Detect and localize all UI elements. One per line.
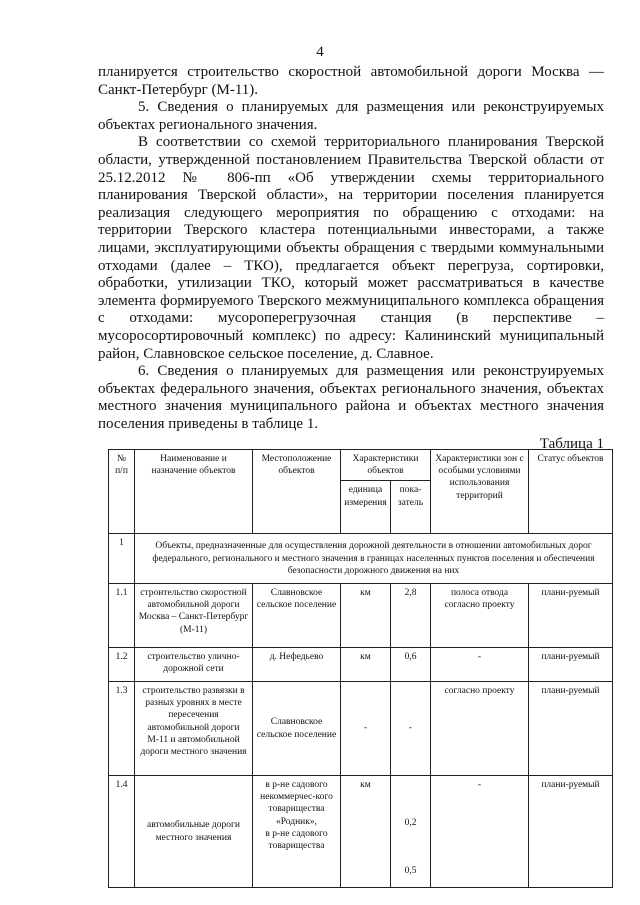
paragraph-section-6: 6. Сведения о планируемых для размещения или реконструируемых объектах федерального значения, объектах регионального значения, объектах местного значения муниципального района и объектах местного значения поселения приведены в таблице 1.: [98, 363, 604, 432]
row-status: плани-руемый: [529, 776, 613, 888]
table-header-row: [109, 450, 613, 481]
row-status: плани-руемый: [529, 584, 613, 648]
table-section-row: [109, 534, 613, 584]
row-status: плани-руемый: [529, 648, 613, 682]
paragraph-territorial-planning: В соответствии со схемой территориального планирования Тверской области, утвержденной постановлением Правительства Тверской области от 25.12.2012 № 806-пп «Об утверждении схемы территориального планирования Тверской области», на территории поселения планируется реализация следующего мероприятия по обращению с отходами: на территории Тверского кластера потенциальными инвесторами, а также лицами, эксплуатирующими объекты обращения с твердыми коммунальными отходами (далее – ТКО), предлагается объект перегруза, сортировки, обработки, утилизации ТКО, который может рассматриваться в качестве элемента формируемого Тверского межмуниципального комплекса обращения с отходами: мусороперегрузочная станция (в перспективе – мусоросортировочный комплекс) по адресу: Калининский муниципальный район, Славновское сельское поселение, д. Славное.: [98, 134, 604, 362]
row-location: Славновское сельское поселение: [253, 584, 341, 648]
header-location: Местоположение объектов: [253, 450, 341, 534]
objects-table: [108, 449, 613, 888]
row-zone: согласно проекту: [431, 682, 529, 776]
row-value: -: [391, 682, 431, 776]
row-value-part: 0,5: [404, 866, 417, 877]
table-row: [109, 584, 613, 648]
row-num: 1.3: [109, 682, 135, 776]
row-name: строительство развязки в разных уровнях в месте пересечения автомобильной дороги М-11 и автомобильной дороги местного значения: [135, 682, 253, 776]
row-location: д. Нефедьево: [253, 648, 341, 682]
row-value: 2,8: [391, 584, 431, 648]
document-body: [98, 64, 604, 433]
row-num: 1.1: [109, 584, 135, 648]
row-unit: -: [341, 682, 391, 776]
table-caption: Таблица 1: [539, 436, 604, 452]
table-row: [109, 776, 613, 888]
row-value: 0,6: [391, 648, 431, 682]
header-num: № п/п: [109, 450, 135, 534]
row-name: строительство улично-дорожной сети: [135, 648, 253, 682]
row-status: плани-руемый: [529, 682, 613, 776]
row-location: [253, 776, 341, 888]
row-value-part: 0,2: [404, 818, 417, 829]
header-unit: единица измерения: [341, 481, 391, 534]
paragraph-section-5: 5. Сведения о планируемых для размещения или реконструируемых объектах регионального значения.: [98, 99, 604, 133]
row-unit: км: [341, 648, 391, 682]
row-num: 1.2: [109, 648, 135, 682]
row-unit: км: [341, 776, 391, 888]
row-zone: -: [431, 776, 529, 888]
row-location-part: в р-не садового некоммерчес-кого товарищества «Родник»,: [260, 780, 333, 827]
header-zones: Характеристики зон с особыми условиями использования территорий: [431, 450, 529, 534]
row-location-part: в р-не садового товарищества: [265, 828, 328, 852]
header-characteristics: Характеристики объектов: [341, 450, 431, 481]
row-value: [391, 776, 431, 888]
row-zone: -: [431, 648, 529, 682]
row-num: 1.4: [109, 776, 135, 888]
table-row: [109, 648, 613, 682]
row-name: строительство скоростной автомобильной дороги Москва – Санкт-Петербург (М-11): [135, 584, 253, 648]
header-status: Статус объектов: [529, 450, 613, 534]
row-name: автомобильные дороги местного значения: [135, 776, 253, 888]
row-unit: км: [341, 584, 391, 648]
section-title: Объекты, предназначенные для осуществления дорожной деятельности в отношении автомобильных дорог федерального, регионального и местного значения в границах населенных пунктов поселения и обеспечения безопасности дорожного движения на них: [135, 534, 613, 584]
row-zone: полоса отвода согласно проекту: [431, 584, 529, 648]
header-name: Наименование и назначение объектов: [135, 450, 253, 534]
paragraph-continuation: планируется строительство скоростной автомобильной дороги Москва — Санкт-Петербург (М-11).: [98, 64, 604, 98]
table-row: [109, 682, 613, 776]
page-number: 4: [316, 44, 324, 60]
row-location: Славновское сельское поселение: [253, 682, 341, 776]
header-indicator: пока-затель: [391, 481, 431, 534]
section-num: 1: [109, 534, 135, 584]
